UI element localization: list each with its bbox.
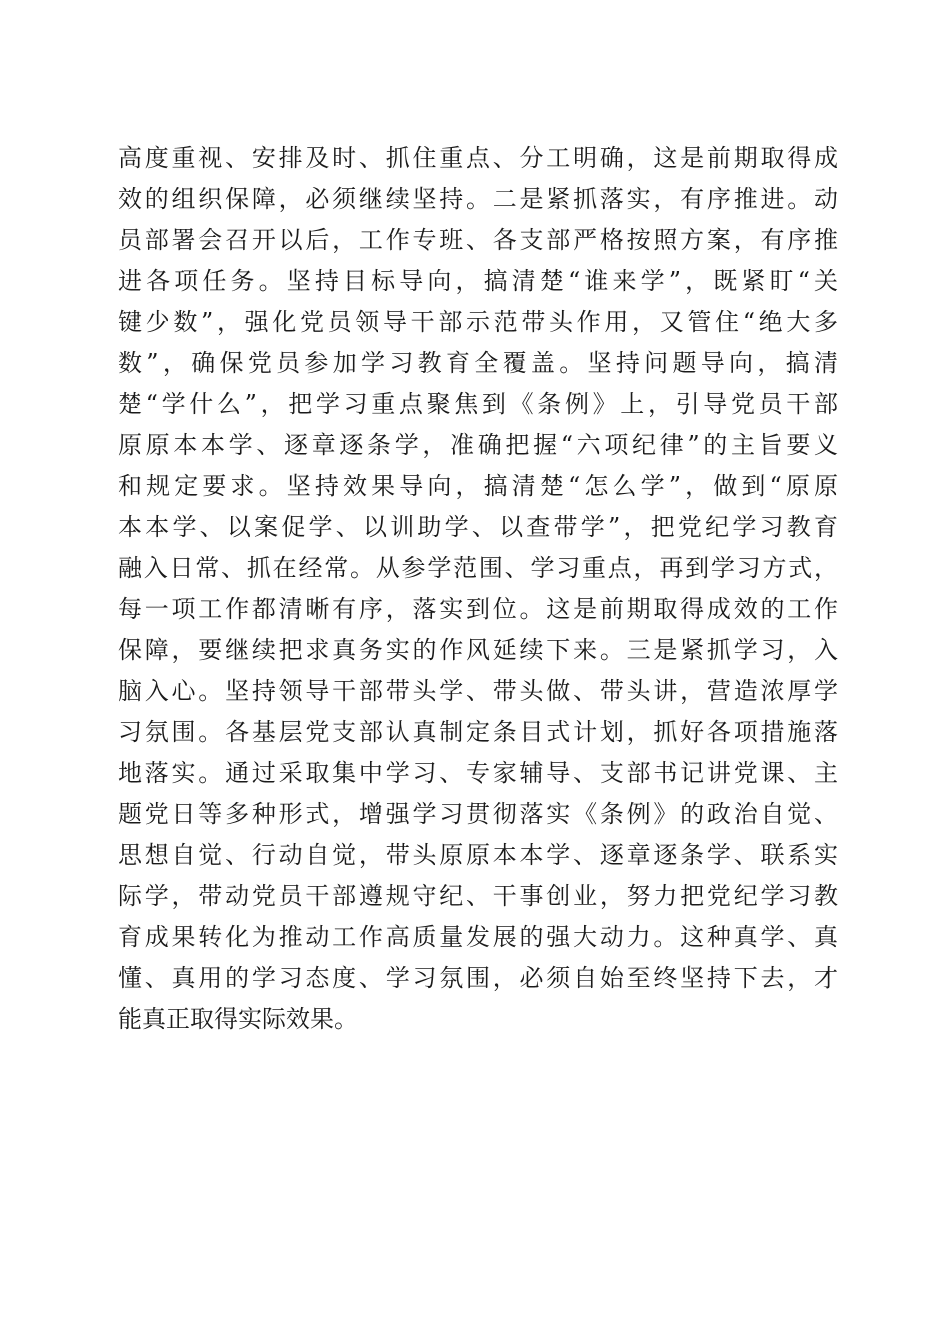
text-line: 地落实。通过采取集中学习、专家辅导、支部书记讲党课、主 [118, 759, 838, 787]
text-line: 懂、真用的学习态度、学习氛围，必须自始至终坚持下去，才 [118, 964, 838, 992]
text-line: 效的组织保障，必须继续坚持。二是紧抓落实，有序推进。动 [118, 185, 838, 213]
text-line: 进各项任务。坚持目标导向，搞清楚“谁来学”，既紧盯“关 [118, 267, 838, 295]
body-paragraph [118, 138, 838, 1040]
text-line: 育成果转化为推动工作高质量发展的强大动力。这种真学、真 [118, 923, 838, 951]
text-line: 际学，带动党员干部遵规守纪、干事创业，努力把党纪学习教 [118, 882, 838, 910]
text-line: 数”，确保党员参加学习教育全覆盖。坚持问题导向，搞清 [118, 349, 838, 377]
text-line: 键少数”，强化党员领导干部示范带头作用，又管住“绝大多 [118, 308, 838, 336]
text-line: 本本学、以案促学、以训助学、以查带学”，把党纪学习教育 [118, 513, 838, 541]
text-line: 楚“学什么”，把学习重点聚焦到《条例》上，引导党员干部 [118, 390, 838, 418]
text-line: 习氛围。各基层党支部认真制定条目式计划，抓好各项措施落 [118, 718, 838, 746]
text-line: 融入日常、抓在经常。从参学范围、学习重点，再到学习方式， [118, 554, 838, 582]
text-line: 题党日等多种形式，增强学习贯彻落实《条例》的政治自觉、 [118, 800, 838, 828]
text-line-last: 能真正取得实际效果。 [118, 1005, 358, 1033]
text-line: 每一项工作都清晰有序，落实到位。这是前期取得成效的工作 [118, 595, 838, 623]
text-line: 和规定要求。坚持效果导向，搞清楚“怎么学”，做到“原原 [118, 472, 838, 500]
text-line: 思想自觉、行动自觉，带头原原本本学、逐章逐条学、联系实 [118, 841, 838, 869]
text-line: 原原本本学、逐章逐条学，准确把握“六项纪律”的主旨要义 [118, 431, 838, 459]
text-line: 员部署会召开以后，工作专班、各支部严格按照方案，有序推 [118, 226, 838, 254]
text-line: 保障，要继续把求真务实的作风延续下来。三是紧抓学习，入 [118, 636, 838, 664]
text-line: 脑入心。坚持领导干部带头学、带头做、带头讲，营造浓厚学 [118, 677, 838, 705]
text-line: 高度重视、安排及时、抓住重点、分工明确，这是前期取得成 [118, 144, 838, 172]
